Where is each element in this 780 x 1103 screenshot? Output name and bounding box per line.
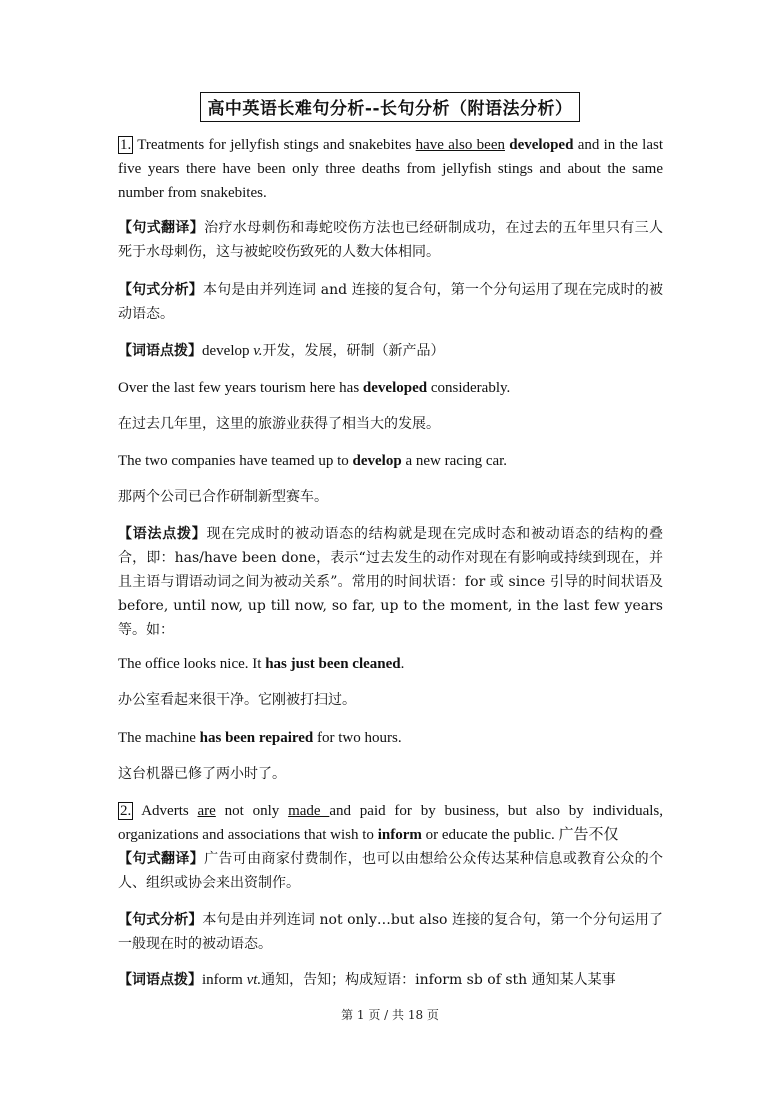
example-4 [118,726,663,750]
bold-text: develop [352,453,402,469]
section-text: 治疗水母刺伤和毒蛇咬伤方法也已经研制成功，在过去的五年里只有三人死于水母刺伤，这与被蛇咬伤致死的人数大体相同。 [118,220,663,260]
section-label: 【词语点拨】 [118,343,202,359]
part-of-speech: v. [253,343,263,359]
section-label: 【句式分析】 [118,282,203,298]
example-1 [118,376,663,400]
text-run: a new racing car. [401,453,508,469]
section-text: 现在完成时的被动语态的结构就是现在完成时态和被动语态的结构的叠合，即：has/have been done，表示“过去发生的动作对现在有影响或持续到现在，并且主语与谓语动词之间为被动关系”。常用的时间状语：for 或 since 引导的时间状语及 before, until now, up till now, so far, up to the moment, in the last few years 等。如： [118,526,663,638]
text-run: considerably. [427,380,511,396]
section-label: 【词语点拨】 [118,972,202,988]
text-run: and paid for by business, but also by individuals, organizations and associations that wish to [118,803,664,843]
sentence-2 [118,799,663,847]
document-title: 高中英语长难句分析--长句分析（附语法分析） [200,92,579,122]
bold-text: has just been cleaned [265,656,401,672]
text-run: . [400,656,405,672]
section-label: 【句式翻译】 [118,220,205,236]
section-label: 【语法点拨】 [118,526,207,542]
section-text: 本句是由并列连词 not only…but also 连接的复合句，第一个分句运用了一般现在时的被动语态。 [118,912,663,952]
sentence-2-translation [118,847,663,895]
sentence-1-analysis [118,278,663,326]
example-3-translation: 办公室看起来很干净。它刚被打扫过。 [118,692,356,708]
example-2 [118,449,663,473]
section-text: 开发，发展，研制（新产品） [262,343,445,359]
text-run: The machine [118,730,200,746]
text-run: or educate the public. 广告不仅 [421,827,619,843]
section-text: 通知，告知；构成短语：inform sb of sth 通知某人某事 [261,972,616,988]
text-run: Treatments for jellyfish stings and snakebites [133,137,416,153]
sentence-2-analysis [118,908,663,956]
text-run: The two companies have teamed up to [118,453,353,469]
underlined-text: are [197,803,216,819]
example-1-translation: 在过去几年里，这里的旅游业获得了相当大的发展。 [118,416,440,432]
section-label: 【句式翻译】 [118,851,205,867]
example-4-translation: 这台机器已修了两小时了。 [118,766,286,782]
text-run: The office looks nice. It [118,656,266,672]
text-run: Over the last few years tourism here has [118,380,363,396]
sentence-1-translation [118,216,663,264]
sentence-1 [118,133,663,205]
sentence-2-vocab [118,968,663,992]
bold-text: has been repaired [199,730,314,746]
text-run: Adverts [133,803,198,819]
underlined-text: made [288,803,330,819]
example-3 [118,652,663,676]
text-run: and in the last five years there have been only three deaths from jellyfish stings and about the same number from snakebites. [118,137,664,201]
grammar-note [118,522,663,642]
part-of-speech: vt. [246,972,262,988]
vocab-word: develop [202,343,254,359]
text-run: for two hours. [313,730,402,746]
vocab-word: inform [202,972,247,988]
sentence-1-vocab [118,339,663,363]
sentence-number: 2. [120,803,132,819]
sentence-number: 1. [120,137,132,153]
example-2-translation: 那两个公司已合作研制新型赛车。 [118,489,328,505]
text-run: not only [215,803,289,819]
title-container [0,92,780,122]
bold-text: developed [362,380,428,396]
section-label: 【句式分析】 [118,912,203,928]
bold-text: developed [509,137,574,153]
section-text: 本句是由并列连词 and 连接的复合句，第一个分句运用了现在完成时的被动语态。 [118,282,663,322]
underlined-text: have also been [415,137,505,153]
page-footer: 第 1 页 / 共 18 页 [341,1008,439,1022]
section-text: 广告可由商家付费制作，也可以由想给公众传达某种信息或教育公众的个人、组织或协会来出资制作。 [118,851,663,891]
bold-text: inform [377,827,422,843]
